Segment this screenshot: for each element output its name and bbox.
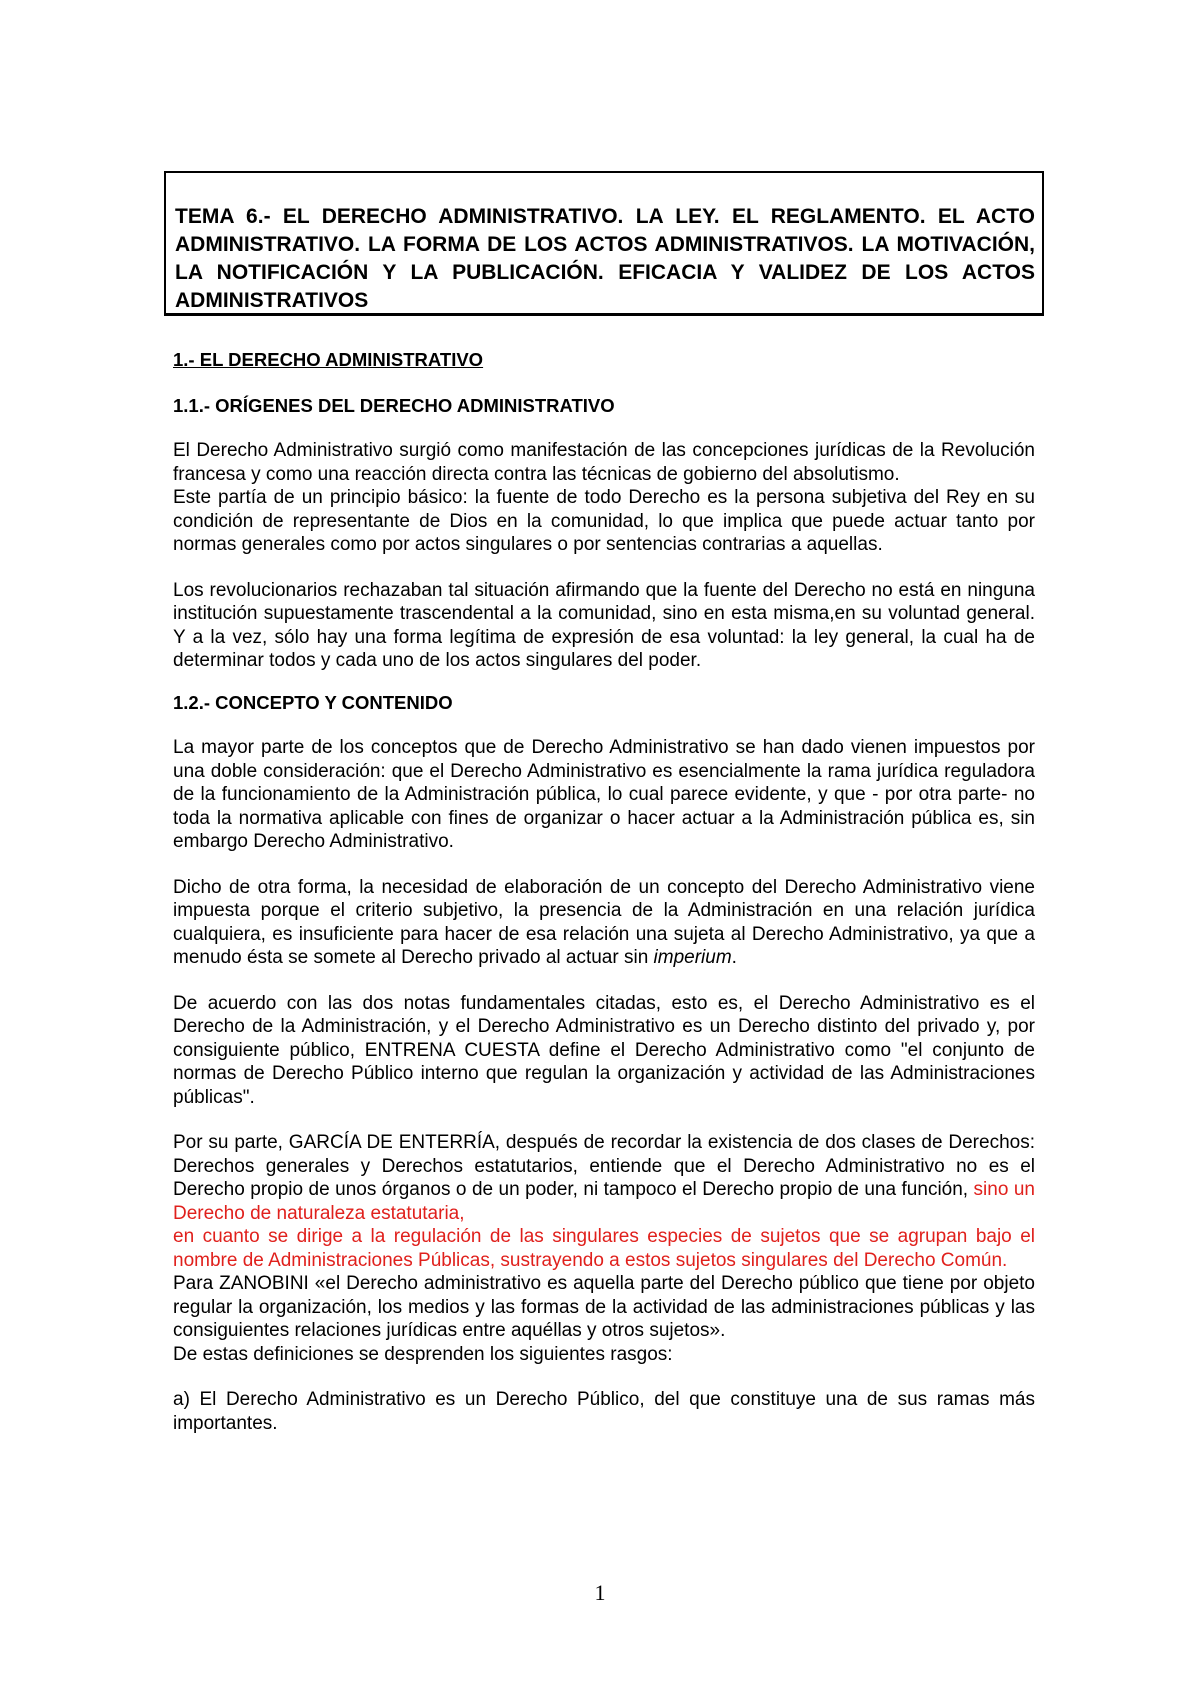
- paragraph: [173, 1131, 1035, 1225]
- paragraph: Para ZANOBINI «el Derecho administrativo es aquella parte del Derecho público que tiene por objeto regular la organización, los medios y las formas de la actividad de las administraciones públicas y las consiguientes relaciones jurídicas entre aquéllas y otros sujetos».: [173, 1273, 1035, 1341]
- document-title: TEMA 6.- EL DERECHO ADMINISTRATIVO. LA LEY. EL REGLAMENTO. EL ACTO ADMINISTRATIVO. LA FORMA DE LOS ACTOS ADMINISTRATIVOS. LA MOTIVACIÓN, LA NOTIFICACIÓN Y LA PUBLICACIÓN. EFICACIA Y VALIDEZ DE LOS ACTOS ADMINISTRATIVOS: [175, 205, 1035, 312]
- document-body: [173, 348, 1035, 1435]
- section-heading-1-2: 1.2.- CONCEPTO Y CONTENIDO: [173, 691, 453, 713]
- text-span: .: [731, 947, 737, 968]
- paragraph: De estas definiciones se desprenden los siguientes rasgos:: [173, 1343, 673, 1365]
- text-span: Por su parte, GARCÍA DE ENTERRÍA, después de recordar la existencia de dos clases de Derechos: Derechos generales y Derechos estatutarios, entiende que el Derecho Administrativo no es el Derecho propio de unos órganos o de un poder, ni tampoco el Derecho propio de una función,: [173, 1132, 1035, 1200]
- paragraph: De acuerdo con las dos notas fundamentales citadas, esto es, el Derecho Administrativo es el Derecho de la Administración, y el Derecho Administrativo es un Derecho distinto del privado y, por consiguiente público, ENTRENA CUESTA define el Derecho Administrativo como "el conjunto de normas de Derecho Público interno que regulan la organización y actividad de las Administraciones públicas".: [173, 992, 1035, 1108]
- italic-term: imperium: [653, 947, 732, 968]
- paragraph: La mayor parte de los conceptos que de Derecho Administrativo se han dado vienen impuestos por una doble consideración: que el Derecho Administrativo es esencialmente la rama jurídica reguladora de la funcionamiento de la Administración pública, lo cual parece evidente, y que - por otra parte- no toda la normativa aplicable con fines de organizar o hacer actuar a la Administración pública es, sin embargo Derecho Administrativo.: [173, 737, 1035, 852]
- text-span: Dicho de otra forma, la necesidad de elaboración de un concepto del Derecho Administrativo viene impuesta porque el criterio subjetivo, la presencia de la Administración en una relación jurídica cualquiera, es insuficiente para hacer de esa relación una sujeta al Derecho Administrativo, ya que a menudo ésta se somete al Derecho privado al actuar sin: [173, 876, 1035, 968]
- section-heading-1-1: 1.1.- ORÍGENES DEL DERECHO ADMINISTRATIVO: [173, 394, 615, 416]
- section-heading-1: 1.- EL DERECHO ADMINISTRATIVO: [173, 349, 484, 370]
- highlighted-paragraph: en cuanto se dirige a la regulación de las singulares especies de sujetos que se agrupan bajo el nombre de Administraciones Públicas, sustrayendo a estos sujetos singulares del Derecho Común.: [173, 1226, 1035, 1271]
- paragraph: a) El Derecho Administrativo es un Derecho Público, del que constituye una de sus ramas más importantes.: [173, 1389, 1035, 1434]
- paragraph: Los revolucionarios rechazaban tal situación afirmando que la fuente del Derecho no está en ninguna institución supuestamente trascendental a la comunidad, sino en esta misma,en su voluntad general. Y a la vez, sólo hay una forma legítima de expresión de esa voluntad: la ley general, la cual ha de determinar todos y cada uno de los actos singulares del poder.: [173, 579, 1035, 671]
- highlighted-text: sino un Derecho de naturaleza estatutaria,: [173, 1179, 1035, 1224]
- paragraph: El Derecho Administrativo surgió como manifestación de las concepciones jurídicas de la Revolución francesa y como una reacción directa contra las técnicas de gobierno del absolutismo.: [173, 440, 1035, 485]
- paragraph: [173, 876, 1035, 970]
- page-number: 1: [594, 1580, 606, 1605]
- paragraph: Este partía de un principio básico: la fuente de todo Derecho es la persona subjetiva del Rey en su condición de representante de Dios en la comunidad, lo que implica que puede actuar tanto por normas generales como por actos singulares o por sentencias contrarias a aquellas.: [173, 487, 1035, 555]
